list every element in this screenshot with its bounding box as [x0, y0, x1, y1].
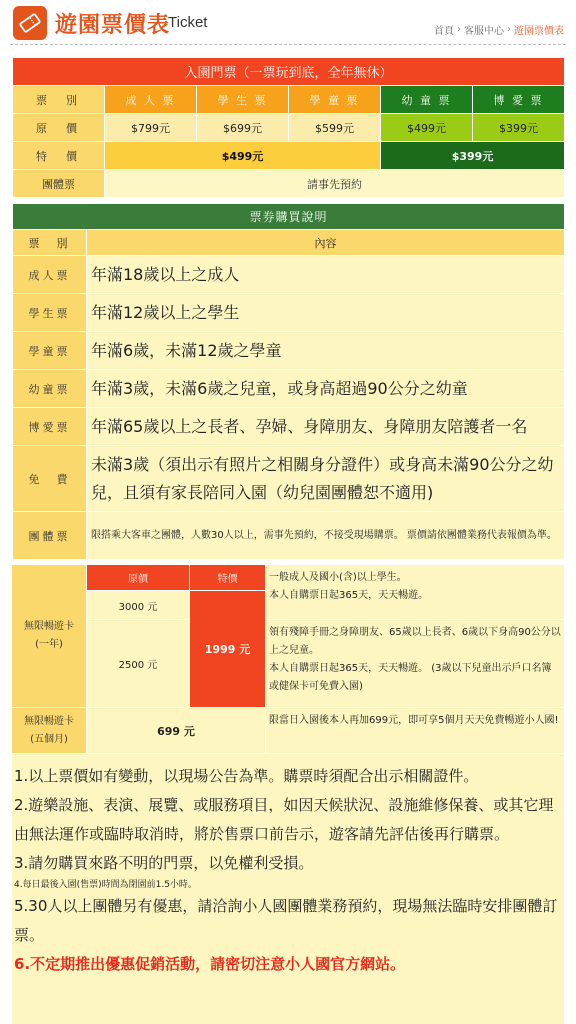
col-special-price: 特價 [190, 565, 265, 590]
breadcrumb [434, 22, 564, 37]
ticket-icon [13, 6, 47, 40]
original-price-senior: $399元 [473, 114, 565, 142]
annual-desc-discount-line1: 領有殘障手冊之身障朋友、65歲以上長者、6歲以下身高90公分以上之兒童。 [269, 627, 561, 656]
note-item: 3.請勿購買來路不明的門票，以免權利受損。 [14, 854, 314, 872]
special-price-discount: $399元 [381, 142, 565, 170]
special-price-general: $499元 [105, 142, 381, 170]
breadcrumb-service[interactable]: 客服中心 [464, 26, 504, 37]
ticket-type-label: 票 別 [13, 86, 105, 114]
row-label: 免 費 [13, 446, 87, 512]
annual-desc-discount [266, 620, 564, 707]
purchase-table-caption: 票券購買說明 [13, 204, 565, 230]
row-label: 團體票 [13, 512, 87, 560]
chevron-right-icon: › [457, 24, 461, 35]
breadcrumb-home[interactable]: 首頁 [434, 26, 454, 37]
original-price-label: 原 價 [13, 114, 105, 142]
ticket-table-caption: 入園門票（一票玩到底，全年無休） [13, 58, 565, 86]
purchase-info-table [12, 203, 565, 560]
note-item-highlight: 6.不定期推出優惠促銷活動，請密切注意小人國官方網站。 [14, 955, 406, 973]
row-desc: 年滿3歲，未滿6歲之兒童，或身高超過90公分之幼童 [87, 370, 565, 408]
group-ticket-label: 團體票 [13, 170, 105, 198]
original-price-child: $599元 [289, 114, 381, 142]
annual-desc-general-line2: 本人自購票日起365天，天天暢遊。 [269, 590, 429, 601]
row-label: 學童票 [13, 332, 87, 370]
row-desc: 年滿6歲，未滿12歲之學童 [87, 332, 565, 370]
annual-price-general: 3000 元 [87, 591, 189, 619]
five-month-label-line2: (五個月) [30, 733, 68, 745]
note-item: 4.每日最後入園(售票)時間為閉園前1.5小時。 [14, 880, 197, 890]
col-original-price: 原價 [87, 565, 189, 590]
breadcrumb-current: 遊園票價表 [514, 26, 564, 37]
page-header [0, 0, 576, 46]
annual-special-price: 1999 元 [190, 591, 265, 707]
annual-desc-discount-line2: 本人自購票日起365天，天天暢遊。 (3歲以下兒童出示戶口名簿或健保卡可免費入園) [269, 663, 552, 692]
col-header-type: 票 別 [13, 230, 87, 256]
page-title: 遊園票價表 [55, 13, 171, 38]
unlimited-pass-section [12, 565, 564, 753]
ticket-type-adult: 成 人 票 [105, 86, 197, 114]
note-item: 1.以上票價如有變動，以現場公告為準。購票時須配合出示相關證件。 [14, 767, 479, 785]
note-item: 5.30人以上團體另有優惠，請洽詢小人國團體業務預約，現場無法臨時安排團體訂票。 [14, 897, 558, 944]
row-label: 學生票 [13, 294, 87, 332]
five-month-label-line1: 無限暢遊卡 [24, 715, 74, 727]
row-desc: 未滿3歲（須出示有照片之相關身分證件）或身高未滿90公分之幼兒，且須有家長陪同入園（幼兒園團體恕不適用) [87, 446, 565, 512]
col-header-content: 內容 [87, 230, 565, 256]
ticket-type-student: 學 生 票 [197, 86, 289, 114]
special-price-label: 特 價 [13, 142, 105, 170]
page-title-en: Ticket [168, 14, 208, 31]
annual-pass-label [12, 565, 86, 707]
original-price-student: $699元 [197, 114, 289, 142]
annual-pass-label-line2: (一年) [35, 639, 63, 650]
annual-desc-general-line1: 一般成人及國小(含)以上學生。 [269, 572, 407, 583]
five-month-price: 699 元 [87, 708, 265, 753]
row-desc: 限搭乘大客車之團體，人數30人以上，需事先預約，不接受現場購票。 票價請依團體業務代表報價為準。 [87, 512, 565, 560]
note-item: 2.遊樂設施、表演、展覽、或服務項目，如因天候狀況、設施維修保養、或其它理由無法運作或臨時取消時，將於售票口前告示，遊客請先評估後再行購票。 [14, 796, 554, 843]
five-month-desc: 限當日入園後本人再加699元，即可享5個月天天免費暢遊小人國! [266, 708, 564, 753]
row-desc: 年滿12歲以上之學生 [87, 294, 565, 332]
row-desc: 年滿18歲以上之成人 [87, 256, 565, 294]
group-ticket-value: 請事先預約 [105, 170, 565, 198]
chevron-right-icon: › [507, 24, 511, 35]
row-label: 成人票 [13, 256, 87, 294]
annual-desc-general [266, 565, 564, 619]
row-label: 幼童票 [13, 370, 87, 408]
header-divider [10, 44, 566, 45]
five-month-pass-label [12, 708, 86, 753]
row-label: 博愛票 [13, 408, 87, 446]
row-desc: 年滿65歲以上之長者、孕婦、身障朋友、身障朋友陪護者一名 [87, 408, 565, 446]
ticket-type-child: 學 童 票 [289, 86, 381, 114]
original-price-adult: $799元 [105, 114, 197, 142]
annual-price-discount: 2500 元 [87, 620, 189, 707]
ticket-price-table [12, 57, 565, 198]
ticket-type-toddler: 幼 童 票 [381, 86, 473, 114]
notes-section [12, 754, 564, 1024]
annual-pass-label-line1: 無限暢遊卡 [24, 621, 74, 632]
original-price-toddler: $499元 [381, 114, 473, 142]
ticket-type-senior: 博 愛 票 [473, 86, 565, 114]
